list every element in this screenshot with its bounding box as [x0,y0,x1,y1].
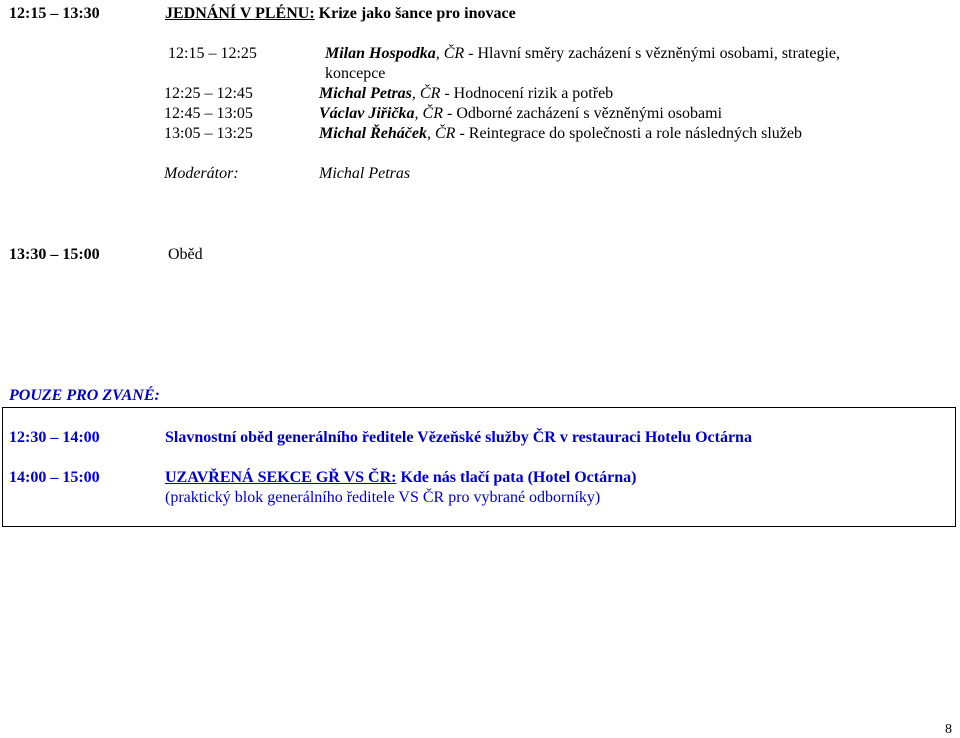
talk-topic: - Hlavní směry zacházení s vězněnými osobami, strategie, [464,45,841,62]
plenary-heading-title: Krize jako šance pro inovace [314,5,516,22]
plenary-heading-label: JEDNÁNÍ V PLÉNU: [165,5,315,22]
plenary-heading [165,4,516,24]
talk-time: 12:45 – 13:05 [164,105,253,122]
talk-line [319,104,722,124]
closed-section-subtitle: Kde nás tlačí pata (Hotel Octárna) [396,469,637,486]
invited-item-text: Slavnostní oběd generálního ředitele Vězeňské služby ČR v restauraci Hotelu Octárna [165,429,752,446]
talk-affiliation: , ČR [414,105,443,122]
lunch-label: Oběd [168,246,203,263]
page-number: 8 [945,722,952,737]
invited-item-line [165,468,636,488]
invited-time: 14:00 – 15:00 [9,469,100,486]
talk-affiliation: , ČR [435,45,465,62]
talk-time: 12:15 – 12:25 [168,45,257,62]
moderator-name: Michal Petras [319,165,411,182]
invited-heading: POUZE PRO ZVANÉ: [9,387,160,404]
talk-speaker: Michal Řeháček [319,125,427,142]
talk-line [319,124,802,144]
talk-topic: - Odborné zacházení s vězněnými osobami [443,105,723,122]
talk-line [319,84,613,104]
plenary-time: 12:15 – 13:30 [9,5,100,22]
closed-section-note: (praktický blok generálního ředitele VS ČR pro vybrané odborníky) [165,489,601,506]
invited-time: 12:30 – 14:00 [9,429,100,446]
talk-time: 13:05 – 13:25 [164,125,253,142]
talk-affiliation: , ČR [411,85,441,102]
talk-topic-continued: koncepce [325,65,386,82]
moderator-label: Moderátor: [164,165,239,182]
talk-time: 12:25 – 12:45 [164,85,253,102]
talk-speaker: Václav Jiřička [319,105,415,122]
talk-speaker: Michal Petras [319,85,412,102]
invited-box [2,407,956,527]
talk-affiliation: , ČR [427,125,456,142]
talk-topic: - Reintegrace do společnosti a role následných služeb [455,125,802,142]
talk-topic: - Hodnocení rizik a potřeb [440,85,614,102]
talk-speaker: Milan Hospodka [325,45,436,62]
talk-line [325,44,840,64]
lunch-time: 13:30 – 15:00 [9,246,100,263]
closed-section-title: UZAVŘENÁ SEKCE GŘ VS ČR: [165,469,397,486]
